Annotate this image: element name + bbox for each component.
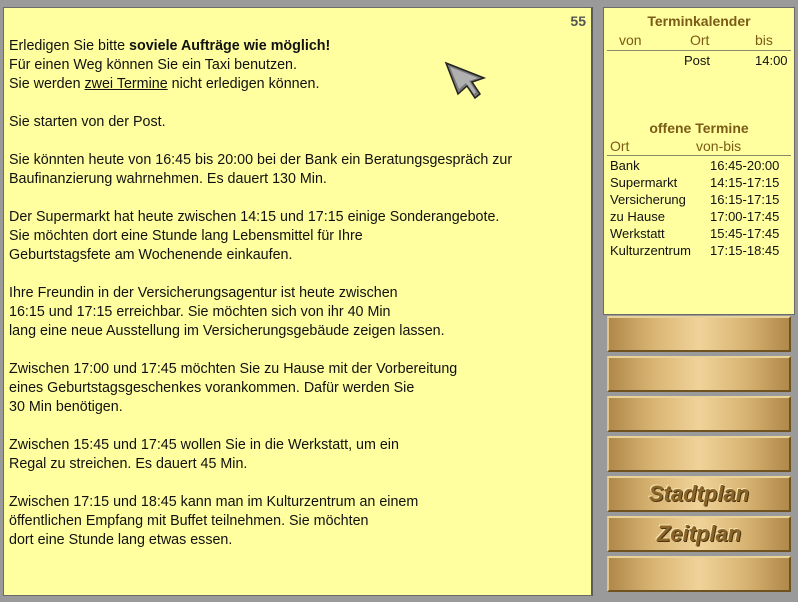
open-appointments-title: offene Termine xyxy=(649,120,749,136)
open-row-place: Werkstatt xyxy=(610,226,665,241)
task-paragraph xyxy=(9,284,445,342)
task-line: Geburtstagsfete am Wochenende einkaufen. xyxy=(9,247,293,264)
task-line: Zwischen 17:00 und 17:45 möchten Sie zu Hause mit der Vorbereitung xyxy=(9,361,458,377)
task-line: Regal zu streichen. Es dauert 45 Min. xyxy=(9,456,248,473)
open-col-place: Ort xyxy=(610,138,630,154)
blank-button-3[interactable] xyxy=(607,396,791,432)
task-line: öffentlichen Empfang mit Buffet teilnehmen. Sie möchten xyxy=(9,513,369,530)
blank-button-7[interactable] xyxy=(607,556,791,592)
task-line: lang eine neue Ausstellung im Versicherungsgebäude zeigen lassen. xyxy=(9,323,445,340)
intro-line3-underlined: zwei Termine xyxy=(84,76,168,93)
task-line: Sie möchten dort eine Stunde lang Lebensmittel für Ihre xyxy=(9,228,363,245)
schedule-panel xyxy=(603,7,795,315)
blank-button-2[interactable] xyxy=(607,356,791,392)
arrow-cursor-icon xyxy=(442,58,488,100)
open-row-time: 15:45-17:45 xyxy=(710,226,780,241)
intro-line3-text: Sie werden xyxy=(9,76,85,93)
open-row-time: 16:15-17:15 xyxy=(710,192,780,207)
intro-line1-text: Erledigen Sie bitte xyxy=(9,38,130,54)
task-paragraph xyxy=(9,360,457,418)
intro-line2: Für einen Weg können Sie ein Taxi benutzen. xyxy=(9,57,297,74)
calendar-col-place: Ort xyxy=(690,32,710,48)
task-line: Zwischen 17:15 und 18:45 kann man im Kulturzentrum an einem xyxy=(9,494,419,510)
button-stadtplan[interactable]: Stadtplan xyxy=(607,476,791,512)
task-line: Sie könnten heute von 16:45 bis 20:00 bei der Bank ein Beratungsgespräch zur xyxy=(9,152,513,168)
task-line: Zwischen 15:45 und 17:45 wollen Sie in die Werkstatt, um ein xyxy=(9,437,399,453)
task-line: Der Supermarkt hat heute zwischen 14:15 und 17:15 einige Sonderangebote. xyxy=(9,209,500,225)
calendar-row-to: 14:00 xyxy=(755,53,788,68)
task-paragraph xyxy=(9,151,512,189)
blank-button-1[interactable] xyxy=(607,316,791,352)
task-line: 30 Min benötigen. xyxy=(9,399,123,416)
button-zeitplan[interactable]: Zeitplan xyxy=(607,516,791,552)
open-row-place: Bank xyxy=(610,158,640,173)
open-row-place: Versicherung xyxy=(610,192,686,207)
open-row-time: 17:00-17:45 xyxy=(710,209,780,224)
page-number: 55 xyxy=(570,13,586,29)
open-row-place: Kulturzentrum xyxy=(610,243,691,258)
open-divider xyxy=(607,155,791,156)
open-col-time: von-bis xyxy=(696,138,742,154)
task-paragraph xyxy=(9,208,499,266)
calendar-col-from: von xyxy=(619,32,642,48)
intro-paragraph xyxy=(9,37,330,95)
open-row-time: 17:15-18:45 xyxy=(710,243,780,258)
task-line: dort eine Stunde lang etwas essen. xyxy=(9,532,233,549)
open-row-place: zu Hause xyxy=(610,209,665,224)
task-paragraph xyxy=(9,493,418,551)
task-paragraph xyxy=(9,436,399,474)
intro-line1-bold: soviele Aufträge wie möglich! xyxy=(129,38,331,54)
calendar-row-place: Post xyxy=(684,53,711,68)
start-text: Sie starten von der Post. xyxy=(9,114,166,130)
calendar-divider xyxy=(607,50,791,51)
intro-line3-end: nicht erledigen können. xyxy=(167,76,320,93)
open-row-time: 14:15-17:15 xyxy=(710,175,780,190)
open-row-place: Supermarkt xyxy=(610,175,678,190)
blank-button-4[interactable] xyxy=(607,436,791,472)
task-description-panel xyxy=(3,7,593,596)
task-line: Ihre Freundin in der Versicherungsagentur ist heute zwischen xyxy=(9,285,398,301)
open-row-time: 16:45-20:00 xyxy=(710,158,780,173)
calendar-title: Terminkalender xyxy=(647,13,751,29)
task-line: Baufinanzierung wahrnehmen. Es dauert 130 Min. xyxy=(9,171,327,188)
task-line: 16:15 und 17:15 erreichbar. Sie möchten sich von ihr 40 Min xyxy=(9,304,391,321)
task-line: eines Geburtstagsgeschenkes vorankommen. Dafür werden Sie xyxy=(9,380,415,397)
calendar-col-to: bis xyxy=(755,32,773,48)
